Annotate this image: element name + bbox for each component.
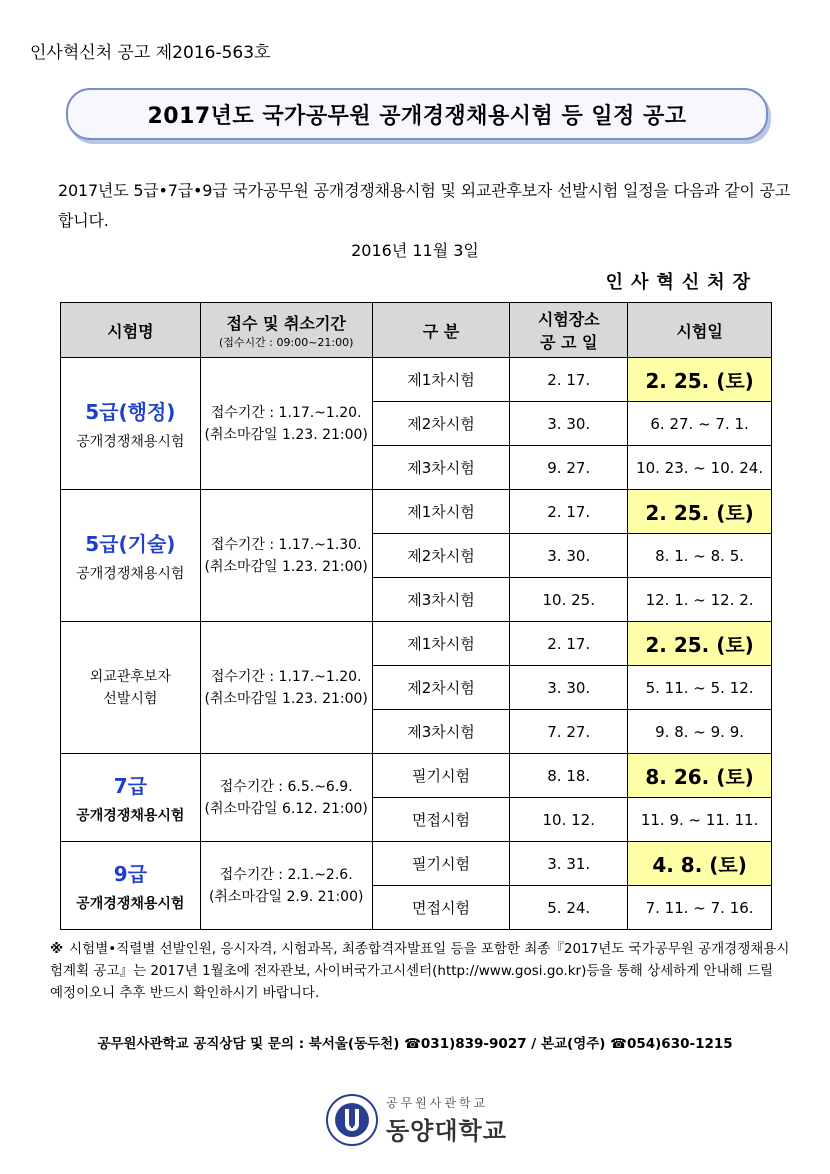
table-row <box>61 754 772 798</box>
header-exam-date: 시험일 <box>628 303 772 358</box>
exam-date-cell-highlighted: 2. 25. (토) <box>628 622 772 666</box>
exam-name-cell: 외교관후보자 선발시험 <box>61 622 201 754</box>
exam-date-cell: 10. 23. ~ 10. 24. <box>628 446 772 490</box>
category-cell: 면접시험 <box>372 798 510 842</box>
period-cell: 접수기간 : 1.17.~1.20. (취소마감일 1.23. 21:00) <box>200 622 372 754</box>
category-cell: 필기시험 <box>372 842 510 886</box>
footnote-text: 시험별•직렬별 선발인원, 응시자격, 시험과목, 최종합격자발표일 등을 포함한 최종『2017년도 국가공무원 공개경쟁채용시험계획 공고』는 2017년 1월초에 전자관보, 사이버국가고시센터(http://www.gosi.go.kr)등을 통해 상세하게 안내해 드릴 예정이오니 추후 반드시 확인하시기 바랍니다. <box>50 941 790 1001</box>
venue-date-cell: 10. 25. <box>510 578 628 622</box>
category-cell: 제2차시험 <box>372 534 510 578</box>
exam-date-cell: 11. 9. ~ 11. 11. <box>628 798 772 842</box>
exam-name-cell: 9급 공개경쟁채용시험 <box>61 842 201 930</box>
reference-mark: ※ <box>50 941 64 957</box>
period-cell: 접수기간 : 6.5.~6.9. (취소마감일 6.12. 21:00) <box>200 754 372 842</box>
header-period: 접수 및 취소기간 (접수시간 : 09:00~21:00) <box>200 303 372 358</box>
category-cell: 제3차시험 <box>372 446 510 490</box>
period-cell: 접수기간 : 2.1.~2.6. (취소마감일 2.9. 21:00) <box>200 842 372 930</box>
university-emblem-icon <box>326 1094 378 1146</box>
table-header-row <box>61 303 772 358</box>
venue-date-cell: 5. 24. <box>510 886 628 930</box>
category-cell: 제2차시험 <box>372 402 510 446</box>
university-logo <box>326 1094 507 1146</box>
page-title: 2017년도 국가공무원 공개경쟁채용시험 등 일정 공고 <box>147 103 687 129</box>
header-exam-name: 시험명 <box>61 303 201 358</box>
exam-date-cell-highlighted: 8. 26. (토) <box>628 754 772 798</box>
category-cell: 제3차시험 <box>372 578 510 622</box>
exam-date-cell: 5. 11. ~ 5. 12. <box>628 666 772 710</box>
exam-name-cell: 7급 공개경쟁채용시험 <box>61 754 201 842</box>
table-row <box>61 490 772 534</box>
footnote <box>50 938 790 1004</box>
venue-date-cell: 9. 27. <box>510 446 628 490</box>
exam-date-cell-highlighted: 4. 8. (토) <box>628 842 772 886</box>
venue-date-cell: 3. 30. <box>510 534 628 578</box>
exam-date-cell-highlighted: 2. 25. (토) <box>628 490 772 534</box>
schedule-table <box>60 302 772 930</box>
venue-date-cell: 2. 17. <box>510 490 628 534</box>
venue-date-cell: 2. 17. <box>510 358 628 402</box>
notice-number: 인사혁신처 공고 제2016-563호 <box>30 43 271 63</box>
exam-date-cell: 12. 1. ~ 12. 2. <box>628 578 772 622</box>
exam-date-cell: 7. 11. ~ 7. 16. <box>628 886 772 930</box>
venue-date-cell: 3. 30. <box>510 402 628 446</box>
period-cell: 접수기간 : 1.17.~1.20. (취소마감일 1.23. 21:00) <box>200 358 372 490</box>
venue-date-cell: 3. 30. <box>510 666 628 710</box>
venue-date-cell: 10. 12. <box>510 798 628 842</box>
venue-date-cell: 8. 18. <box>510 754 628 798</box>
header-category: 구 분 <box>372 303 510 358</box>
category-cell: 제1차시험 <box>372 622 510 666</box>
exam-date-cell-highlighted: 2. 25. (토) <box>628 358 772 402</box>
exam-date-cell: 9. 8. ~ 9. 9. <box>628 710 772 754</box>
contact-line: 공무원사관학교 공직상담 및 문의 : 북서울(동두천) ☎031)839-9027 / 본교(영주) ☎054)630-1215 <box>97 1036 733 1052</box>
category-cell: 제3차시험 <box>372 710 510 754</box>
category-cell: 제2차시험 <box>372 666 510 710</box>
logo-name: 동양대학교 <box>386 1117 507 1145</box>
venue-date-cell: 7. 27. <box>510 710 628 754</box>
signer: 인사혁신처장 <box>605 272 758 293</box>
category-cell: 제1차시험 <box>372 490 510 534</box>
table-row <box>61 358 772 402</box>
announcement-date: 2016년 11월 3일 <box>351 241 479 260</box>
exam-name-cell: 5급(행정) 공개경쟁채용시험 <box>61 358 201 490</box>
logo-subtitle: 공무원사관학교 <box>386 1096 489 1110</box>
intro-text: 2017년도 5급•7급•9급 국가공무원 공개경쟁채용시험 및 외교관후보자 선발시험 일정을 다음과 같이 공고합니다. <box>58 181 791 230</box>
category-cell: 제1차시험 <box>372 358 510 402</box>
category-cell: 필기시험 <box>372 754 510 798</box>
exam-date-cell: 6. 27. ~ 7. 1. <box>628 402 772 446</box>
title-banner <box>66 88 768 140</box>
category-cell: 면접시험 <box>372 886 510 930</box>
venue-date-cell: 3. 31. <box>510 842 628 886</box>
table-row <box>61 622 772 666</box>
header-venue-date: 시험장소 공 고 일 <box>510 303 628 358</box>
exam-name-cell: 5급(기술) 공개경쟁채용시험 <box>61 490 201 622</box>
venue-date-cell: 2. 17. <box>510 622 628 666</box>
table-row <box>61 842 772 886</box>
period-cell: 접수기간 : 1.17.~1.30. (취소마감일 1.23. 21:00) <box>200 490 372 622</box>
exam-date-cell: 8. 1. ~ 8. 5. <box>628 534 772 578</box>
